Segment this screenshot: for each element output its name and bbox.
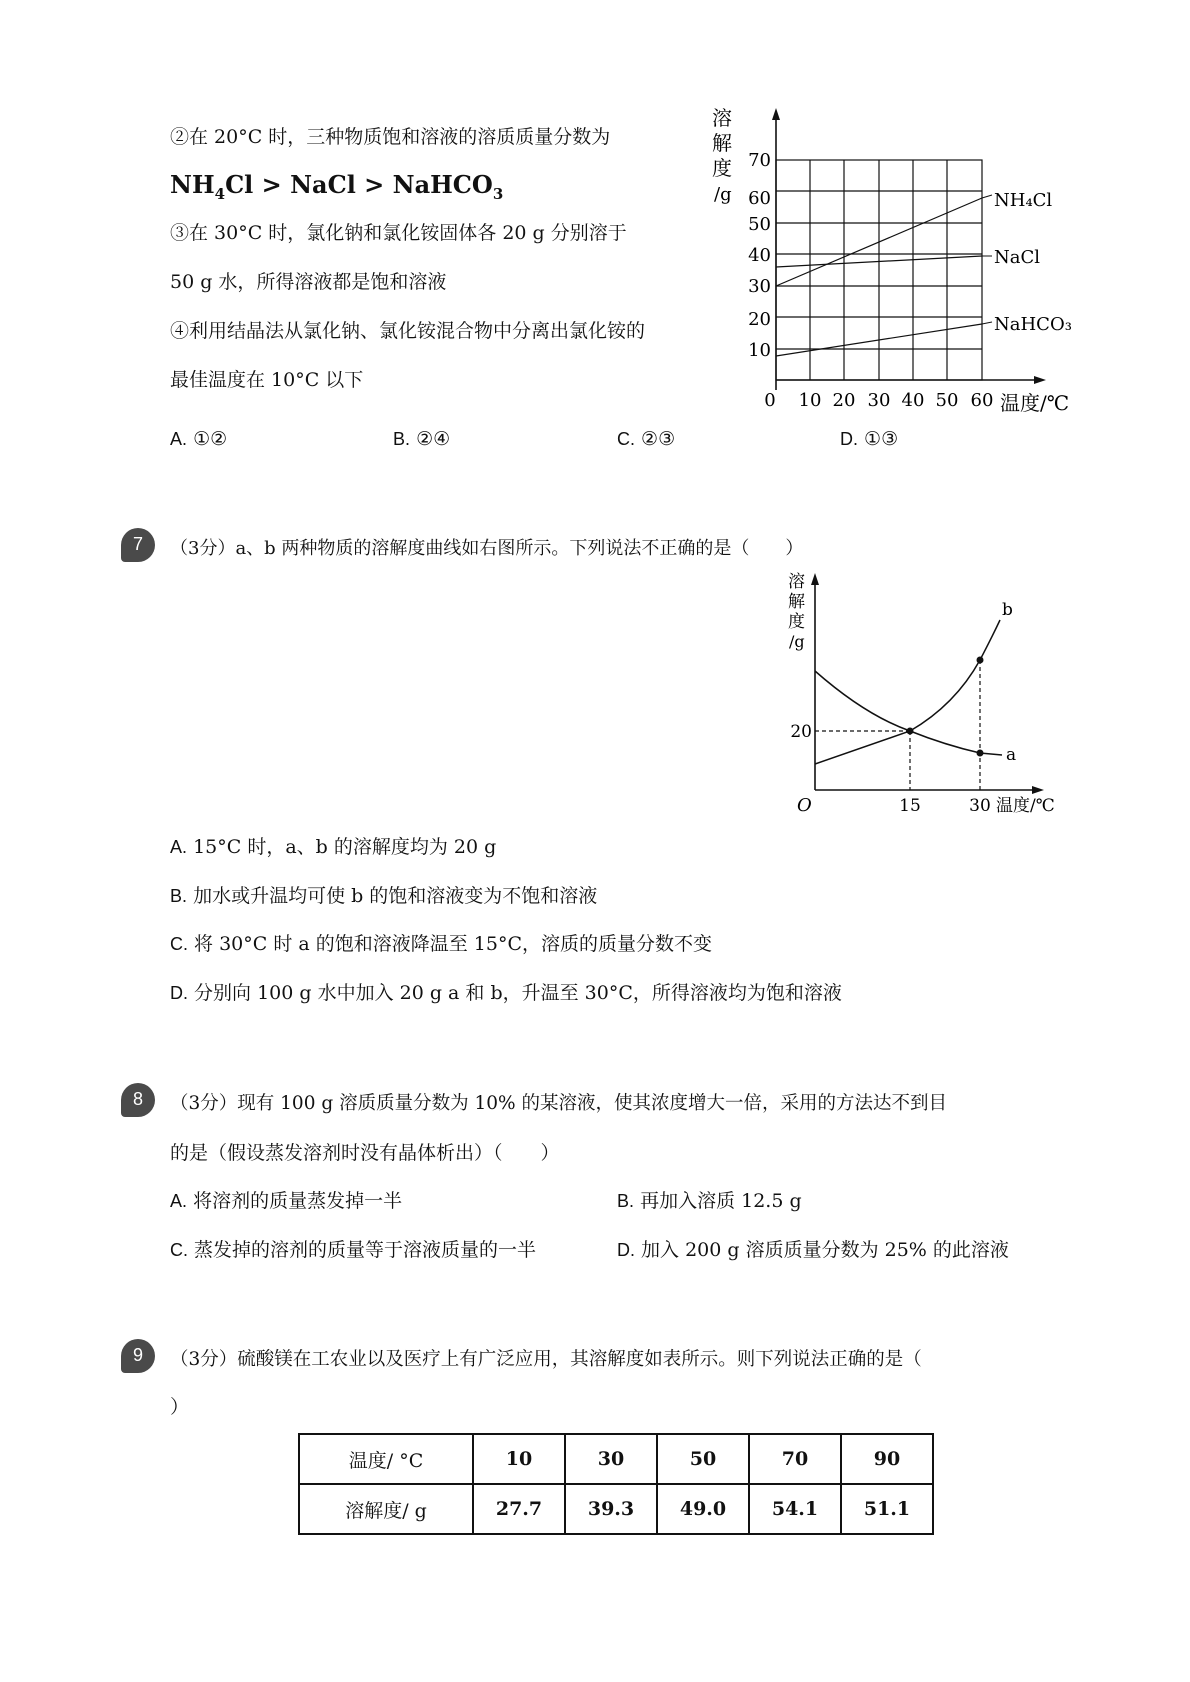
formula-part-2: 4	[214, 184, 226, 203]
table-cell: 30	[565, 1434, 657, 1484]
table-cell: 90	[841, 1434, 933, 1484]
chart1-grid	[776, 160, 982, 380]
table-header-solubility: 溶解度/ g	[299, 1484, 473, 1534]
chart1-ylabel-3: 度	[712, 156, 732, 180]
chart1-label-nahco3: NaHCO₃	[994, 314, 1072, 335]
chart1-xtick-0: 0	[764, 390, 776, 411]
chart2-ylabel-3: 度	[788, 612, 805, 632]
q6-option-c[interactable]: C. ②③	[617, 428, 676, 450]
q7-stem: （3分）a、b 两种物质的溶解度曲线如右图所示。下列说法不正确的是（ ）	[170, 538, 804, 559]
chart1-xtick-50: 50	[935, 390, 959, 411]
chart1-ylabel-1: 溶	[712, 106, 732, 130]
table-cell: 50	[657, 1434, 749, 1484]
chart1-xtick-20: 20	[832, 390, 856, 411]
chart1-ytick-30: 30	[748, 276, 771, 297]
leader-nh4cl	[982, 195, 992, 198]
table-cell: 49.0	[657, 1484, 749, 1534]
question-number-badge-7: 7	[121, 528, 155, 562]
question-number-badge-8: 8	[121, 1083, 155, 1117]
solubility-table	[298, 1433, 934, 1535]
point-b-30	[977, 657, 984, 664]
table-cell: 39.3	[565, 1484, 657, 1534]
q8-option-a[interactable]: A. 将溶剂的质量蒸发掉一半	[170, 1190, 403, 1212]
chart1-label-nh4cl: NH₄Cl	[994, 190, 1053, 211]
table-cell: 10	[473, 1434, 565, 1484]
q8-stem-line-2: 的是（假设蒸发溶剂时没有晶体析出）（ ）	[170, 1142, 560, 1164]
chart2-xtick-15: 15	[899, 796, 921, 816]
chart2-xtick-30: 30	[969, 796, 991, 816]
formula-part-4: 3	[492, 184, 504, 203]
q6-statement-3a: ③在 30°C 时，氯化钠和氯化铵固体各 20 g 分别溶于	[170, 222, 627, 244]
q8-stem-line-1: （3分）现有 100 g 溶质质量分数为 10% 的某溶液，使其浓度增大一倍，采用的方法达不到目	[170, 1093, 947, 1114]
table-cell: 54.1	[749, 1484, 841, 1534]
chart1-xtick-10: 10	[798, 390, 822, 411]
chart2-ylabel-2: 解	[788, 592, 805, 612]
chart1-ytick-60: 60	[748, 188, 771, 209]
table-cell: 51.1	[841, 1484, 933, 1534]
chart1-ytick-50: 50	[748, 214, 771, 235]
chart2-label-b: b	[1002, 600, 1013, 620]
q6-statement-3b: 50 g 水，所得溶液都是饱和溶液	[170, 271, 447, 293]
chart2-guides	[815, 660, 980, 790]
chart1-ylabel-4: /g	[714, 184, 732, 205]
leader-nahco3	[982, 322, 992, 324]
q6-statement-2: ②在 20°C 时，三种物质饱和溶液的溶质质量分数为	[170, 126, 611, 148]
chart2-ytick-20: 20	[790, 722, 812, 742]
q7-option-d[interactable]: D. 分别向 100 g 水中加入 20 g a 和 b，升温至 30°C，所得溶液均为饱和溶液	[170, 982, 842, 1004]
point-a-30	[977, 750, 984, 757]
q8-option-c[interactable]: C. 蒸发掉的溶剂的质量等于溶液质量的一半	[170, 1239, 537, 1261]
curve-b	[815, 620, 1000, 764]
chart2-ylabel-4: /g	[789, 632, 805, 651]
table-cell: 70	[749, 1434, 841, 1484]
chart1-xtick-60: 60	[970, 390, 994, 411]
intersection-point	[907, 728, 914, 735]
chart1-ytick-10: 10	[748, 340, 771, 361]
table-row	[299, 1484, 933, 1534]
question-number-badge-9: 9	[121, 1339, 155, 1373]
chart1-xlabel: 温度/℃	[1000, 391, 1070, 415]
solubility-chart-1	[700, 100, 1080, 430]
q6-option-a[interactable]: A. ①②	[170, 428, 228, 450]
q6-statement-4b: 最佳温度在 10°C 以下	[170, 369, 364, 391]
q7-option-b[interactable]: B. 加水或升温均可使 b 的饱和溶液变为不饱和溶液	[170, 885, 598, 907]
chart1-ytick-40: 40	[748, 245, 771, 266]
chart1-xtick-30: 30	[867, 390, 891, 411]
formula-part-1: NH	[170, 170, 215, 199]
chart1-xtick-40: 40	[901, 390, 925, 411]
chart2-xlabel: 温度/℃	[996, 796, 1055, 816]
q9-stem-line-1: （3分）硫酸镁在工农业以及医疗上有广泛应用，其溶解度如表所示。则下列说法正确的是（	[170, 1349, 922, 1370]
chart1-label-nacl: NaCl	[994, 247, 1041, 268]
q8-option-d[interactable]: D. 加入 200 g 溶质质量分数为 25% 的此溶液	[617, 1239, 1009, 1261]
chart1-ytick-70: 70	[748, 150, 771, 171]
q6-option-b[interactable]: B. ②④	[393, 428, 451, 450]
table-header-temperature: 温度/ °C	[299, 1434, 473, 1484]
formula-part-3: Cl > NaCl > NaHCO	[225, 170, 493, 199]
q6-option-d[interactable]: D. ①③	[840, 428, 899, 450]
q7-option-c[interactable]: C. 将 30°C 时 a 的饱和溶液降温至 15°C，溶质的质量分数不变	[170, 933, 713, 955]
chart1-ytick-20: 20	[748, 309, 771, 330]
q6-statement-4a: ④利用结晶法从氯化钠、氯化铵混合物中分离出氯化铵的	[170, 320, 646, 342]
q9-stem-line-2: ）	[170, 1396, 190, 1418]
chart2-label-a: a	[1006, 745, 1017, 765]
table-row	[299, 1434, 933, 1484]
q7-option-a[interactable]: A. 15°C 时，a、b 的溶解度均为 20 g	[170, 836, 497, 858]
q6-formula	[170, 170, 503, 209]
chart2-ylabel-1: 溶	[788, 572, 805, 592]
solubility-chart-2	[780, 565, 1080, 825]
q8-option-b[interactable]: B. 再加入溶质 12.5 g	[617, 1190, 802, 1212]
chart2-origin: O	[797, 795, 812, 816]
table-cell: 27.7	[473, 1484, 565, 1534]
chart1-ylabel-2: 解	[712, 131, 732, 155]
curve-a	[815, 671, 1002, 755]
